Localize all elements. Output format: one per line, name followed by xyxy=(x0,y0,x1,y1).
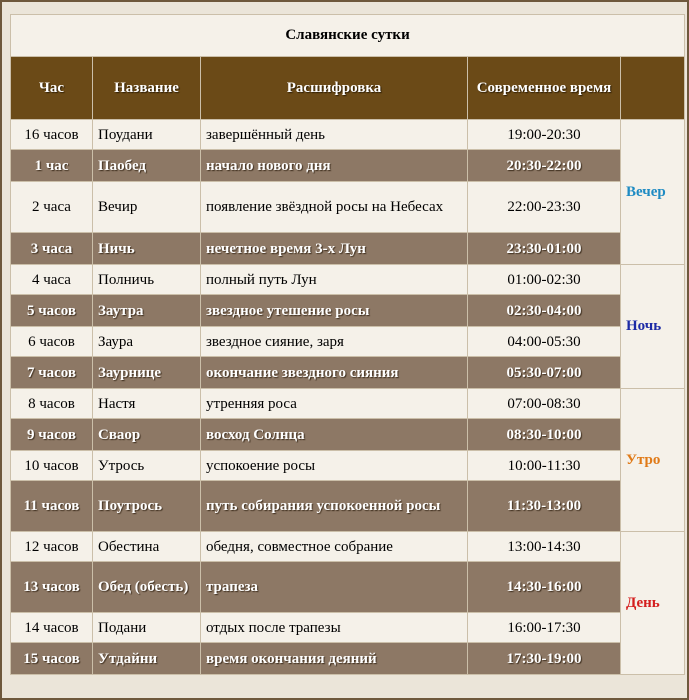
hour-cell: 9 часов xyxy=(11,419,93,451)
name-cell: Сваор xyxy=(93,419,201,451)
hour-cell: 5 часов xyxy=(11,295,93,327)
name-cell: Обед (обесть) xyxy=(93,562,201,613)
hour-cell: 4 часа xyxy=(11,265,93,295)
table-row xyxy=(11,265,685,295)
time-cell: 10:00-11:30 xyxy=(468,451,621,481)
decoding-cell: отдых после трапезы xyxy=(201,613,468,643)
table-row xyxy=(11,233,685,265)
time-cell: 08:30-10:00 xyxy=(468,419,621,451)
name-cell: Утрось xyxy=(93,451,201,481)
time-cell: 22:00-23:30 xyxy=(468,182,621,233)
hour-cell: 13 часов xyxy=(11,562,93,613)
table-row xyxy=(11,182,685,233)
name-cell: Обестина xyxy=(93,532,201,562)
table-title: Славянские сутки xyxy=(11,15,685,57)
hour-cell: 8 часов xyxy=(11,389,93,419)
time-cell: 05:30-07:00 xyxy=(468,357,621,389)
decoding-cell: путь собирания успокоенной росы xyxy=(201,481,468,532)
time-cell: 02:30-04:00 xyxy=(468,295,621,327)
decoding-cell: завершённый день xyxy=(201,120,468,150)
header-hour: Час xyxy=(11,57,93,120)
header-decoding: Расшифровка xyxy=(201,57,468,120)
name-cell: Паобед xyxy=(93,150,201,182)
decoding-cell: окончание звездного сияния xyxy=(201,357,468,389)
time-cell: 17:30-19:00 xyxy=(468,643,621,675)
table-row xyxy=(11,389,685,419)
hour-cell: 14 часов xyxy=(11,613,93,643)
slavic-day-table xyxy=(10,14,685,675)
table-row xyxy=(11,295,685,327)
table-row xyxy=(11,327,685,357)
hour-cell: 3 часа xyxy=(11,233,93,265)
time-cell: 07:00-08:30 xyxy=(468,389,621,419)
decoding-cell: восход Солнца xyxy=(201,419,468,451)
table-row xyxy=(11,643,685,675)
time-cell: 16:00-17:30 xyxy=(468,613,621,643)
name-cell: Полничь xyxy=(93,265,201,295)
time-cell: 04:00-05:30 xyxy=(468,327,621,357)
time-cell: 20:30-22:00 xyxy=(468,150,621,182)
table-row xyxy=(11,532,685,562)
decoding-cell: звездное утешение росы xyxy=(201,295,468,327)
decoding-cell: утренняя роса xyxy=(201,389,468,419)
decoding-cell: полный путь Лун xyxy=(201,265,468,295)
name-cell: Поутрось xyxy=(93,481,201,532)
period-day: День xyxy=(621,532,685,675)
time-cell: 13:00-14:30 xyxy=(468,532,621,562)
hour-cell: 7 часов xyxy=(11,357,93,389)
time-cell: 01:00-02:30 xyxy=(468,265,621,295)
name-cell: Утдайни xyxy=(93,643,201,675)
decoding-cell: время окончания деяний xyxy=(201,643,468,675)
hour-cell: 15 часов xyxy=(11,643,93,675)
time-cell: 11:30-13:00 xyxy=(468,481,621,532)
time-cell: 14:30-16:00 xyxy=(468,562,621,613)
decoding-cell: начало нового дня xyxy=(201,150,468,182)
hour-cell: 2 часа xyxy=(11,182,93,233)
decoding-cell: обедня, совместное собрание xyxy=(201,532,468,562)
hour-cell: 11 часов xyxy=(11,481,93,532)
decoding-cell: звездное сияние, заря xyxy=(201,327,468,357)
name-cell: Поудани xyxy=(93,120,201,150)
header-name: Название xyxy=(93,57,201,120)
hour-cell: 10 часов xyxy=(11,451,93,481)
table-row xyxy=(11,562,685,613)
table-row xyxy=(11,481,685,532)
name-cell: Подани xyxy=(93,613,201,643)
decoding-cell: трапеза xyxy=(201,562,468,613)
decoding-cell: успокоение росы xyxy=(201,451,468,481)
time-cell: 19:00-20:30 xyxy=(468,120,621,150)
name-cell: Настя xyxy=(93,389,201,419)
period-night: Ночь xyxy=(621,265,685,389)
table-row xyxy=(11,613,685,643)
hour-cell: 6 часов xyxy=(11,327,93,357)
period-morning: Утро xyxy=(621,389,685,532)
hour-cell: 12 часов xyxy=(11,532,93,562)
hour-cell: 16 часов xyxy=(11,120,93,150)
time-cell: 23:30-01:00 xyxy=(468,233,621,265)
period-evening: Вечер xyxy=(621,120,685,265)
name-cell: Вечир xyxy=(93,182,201,233)
header-modern-time: Современное время xyxy=(468,57,621,120)
table-row xyxy=(11,419,685,451)
hour-cell: 1 час xyxy=(11,150,93,182)
name-cell: Заура xyxy=(93,327,201,357)
table-row xyxy=(11,451,685,481)
name-cell: Заутра xyxy=(93,295,201,327)
table-row xyxy=(11,120,685,150)
name-cell: Ничь xyxy=(93,233,201,265)
header-row xyxy=(11,57,685,120)
table-row xyxy=(11,150,685,182)
title-row xyxy=(11,15,685,57)
header-period xyxy=(621,57,685,120)
decoding-cell: нечетное время 3-х Лун xyxy=(201,233,468,265)
name-cell: Заурнице xyxy=(93,357,201,389)
decoding-cell: появление звёздной росы на Небесах xyxy=(201,182,468,233)
table-row xyxy=(11,357,685,389)
